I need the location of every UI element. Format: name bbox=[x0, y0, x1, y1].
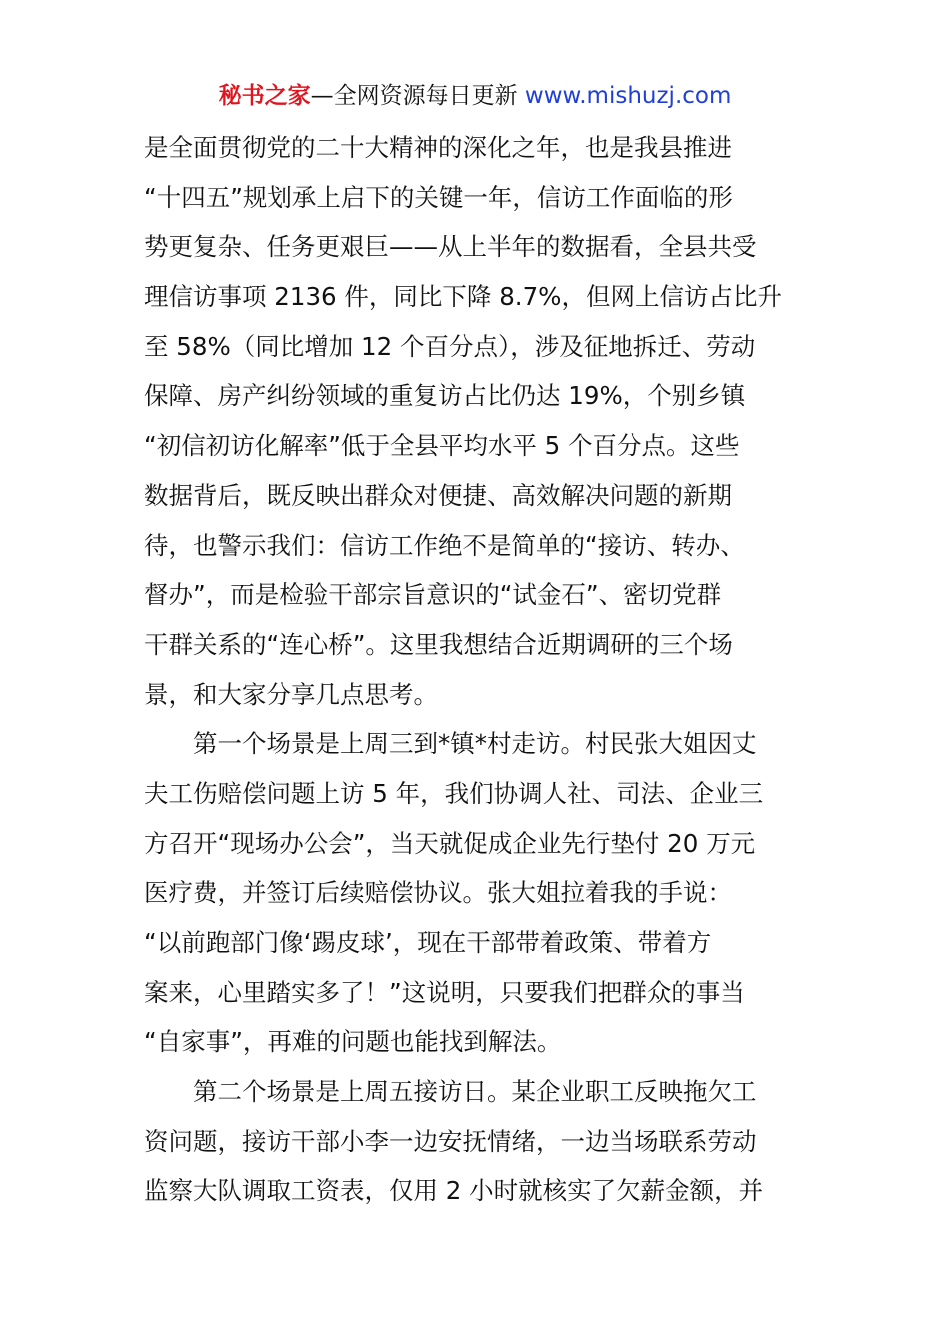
text-line: “自家事”，再难的问题也能找到解法。 bbox=[144, 1027, 562, 1057]
text-line: 第一个场景是上周三到*镇*村走访。村民张大姐因丈 bbox=[193, 729, 757, 759]
paragraph-scene-two bbox=[144, 1067, 814, 1216]
site-tagline: —全网资源每日更新 bbox=[310, 83, 518, 109]
text-line: “初信初访化解率”低于全县平均水平 5 个百分点。这些 bbox=[144, 431, 740, 461]
text-line: 督办”，而是检验干部宗旨意识的“试金石”、密切党群 bbox=[144, 580, 722, 610]
site-header bbox=[0, 80, 950, 112]
site-brand: 秘书之家 bbox=[218, 83, 311, 109]
text-line: “十四五”规划承上启下的关键一年，信访工作面临的形 bbox=[144, 182, 733, 212]
text-line: 至 58%（同比增加 12 个百分点），涉及征地拆迁、劳动 bbox=[144, 331, 756, 361]
paragraph-intro bbox=[144, 123, 814, 719]
document-body bbox=[144, 123, 814, 1216]
text-line: 景，和大家分享几点思考。 bbox=[144, 679, 438, 709]
site-url-link[interactable]: www.mishuzj.com bbox=[524, 83, 732, 109]
text-line: 方召开“现场办公会”，当天就促成企业先行垫付 20 万元 bbox=[144, 828, 756, 858]
text-line: 数据背后，既反映出群众对便捷、高效解决问题的新期 bbox=[144, 480, 732, 510]
text-line: 第二个场景是上周五接访日。某企业职工反映拖欠工 bbox=[193, 1077, 757, 1107]
text-line: 监察大队调取工资表，仅用 2 小时就核实了欠薪金额，并 bbox=[144, 1176, 764, 1206]
text-line: 理信访事项 2136 件，同比下降 8.7%，但网上信访占比升 bbox=[144, 282, 782, 312]
text-line: 资问题，接访干部小李一边安抚情绪，一边当场联系劳动 bbox=[144, 1126, 757, 1156]
text-line: 案来，心里踏实多了！”这说明，只要我们把群众的事当 bbox=[144, 977, 745, 1007]
text-line: 医疗费，并签订后续赔偿协议。张大姐拉着我的手说： bbox=[144, 878, 732, 908]
text-line: 干群关系的“连心桥”。这里我想结合近期调研的三个场 bbox=[144, 629, 733, 659]
text-line: 保障、房产纠纷领域的重复访占比仍达 19%，个别乡镇 bbox=[144, 381, 746, 411]
paragraph-scene-one bbox=[144, 719, 814, 1067]
text-line: 势更复杂、任务更艰巨——从上半年的数据看，全县共受 bbox=[144, 232, 757, 262]
text-line: 夫工伤赔偿问题上访 5 年，我们协调人社、司法、企业三 bbox=[144, 778, 764, 808]
text-line: 待，也警示我们：信访工作绝不是简单的“接访、转办、 bbox=[144, 530, 745, 560]
text-line: 是全面贯彻党的二十大精神的深化之年，也是我县推进 bbox=[144, 133, 732, 162]
text-line: “以前跑部门像‘踢皮球’，现在干部带着政策、带着方 bbox=[144, 928, 712, 957]
